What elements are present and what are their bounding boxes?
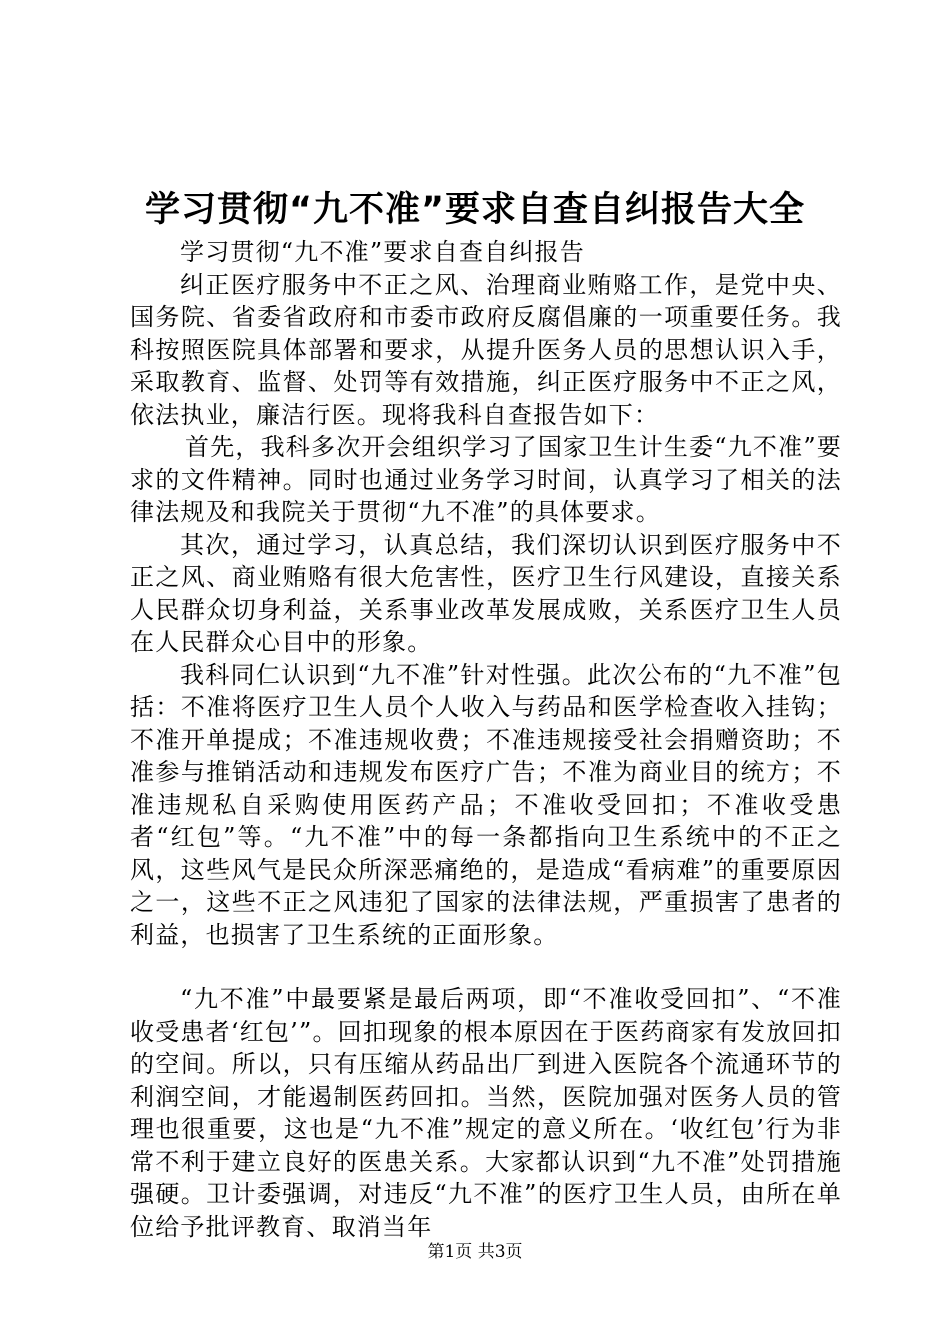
document-body [130,236,842,1243]
paragraph-fourth: “九不准”中最要紧是最后两项，即“不准收受回扣”、“不准收受患者‘红包’”。回扣现象的根本原因在于医药商家有发放回扣的空间。所以，只有压缩从药品出厂到进入医院各个流通环节的利润空间，才能遏制医药回扣。当然，医院加强对医务人员的管理也很重要，这也是“九不准”规定的意义所在。‘收红包’行为非常不利于建立良好的医患关系。大家都认识到“九不准”处罚措施强硬。卫计委强调，对违反“九不准”的医疗卫生人员，由所在单位给予批评教育、取消当年 [130,985,842,1241]
document-title: 学习贯彻“九不准”要求自查自纠报告大全 [144,190,805,230]
page-footer: 第1页 共3页 [427,1242,523,1262]
paragraph-gap [130,951,842,983]
paragraph-intro: 纠正医疗服务中不正之风、治理商业贿赂工作，是党中央、国务院、省委省政府和市委市政府反腐倡廉的一项重要任务。我科按照医院具体部署和要求，从提升医务人员的思想认识入手，采取教育、监督、处罚等有效措施，纠正医疗服务中不正之风，依法执业，廉洁行医。现将我科自查报告如下： [130,270,842,429]
paragraph-third: 我科同仁认识到“九不准”针对性强。此次公布的“九不准”包括：不准将医疗卫生人员个人收入与药品和医学检查收入挂钩；不准开单提成；不准违规收费；不准违规接受社会捐赠资助；不准参与推销活动和违规发布医疗广告；不准为商业目的统方；不准违规私自采购使用医药产品；不准收受回扣；不准收受患者“红包”等。“九不准”中的每一条都指向卫生系统中的不正之风，这些风气是民众所深恶痛绝的，是造成“看病难”的重要原因之一，这些不正之风违犯了国家的法律法规，严重损害了患者的利益，也损害了卫生系统的正面形象。 [130,660,842,949]
document-subtitle: 学习贯彻“九不准”要求自查自纠报告 [180,238,585,266]
paragraph-second: 其次，通过学习，认真总结，我们深切认识到医疗服务中不正之风、商业贿赂有很大危害性，医疗卫生行风建设，直接关系人民群众切身利益，关系事业改革发展成败，关系医疗卫生人员在人民群众心目中的形象。 [130,530,842,656]
paragraph-first: 首先，我科多次开会组织学习了国家卫生计生委“九不准”要求的文件精神。同时也通过业务学习时间，认真学习了相关的法律法规及和我院关于贯彻“九不准”的具体要求。 [130,433,842,526]
